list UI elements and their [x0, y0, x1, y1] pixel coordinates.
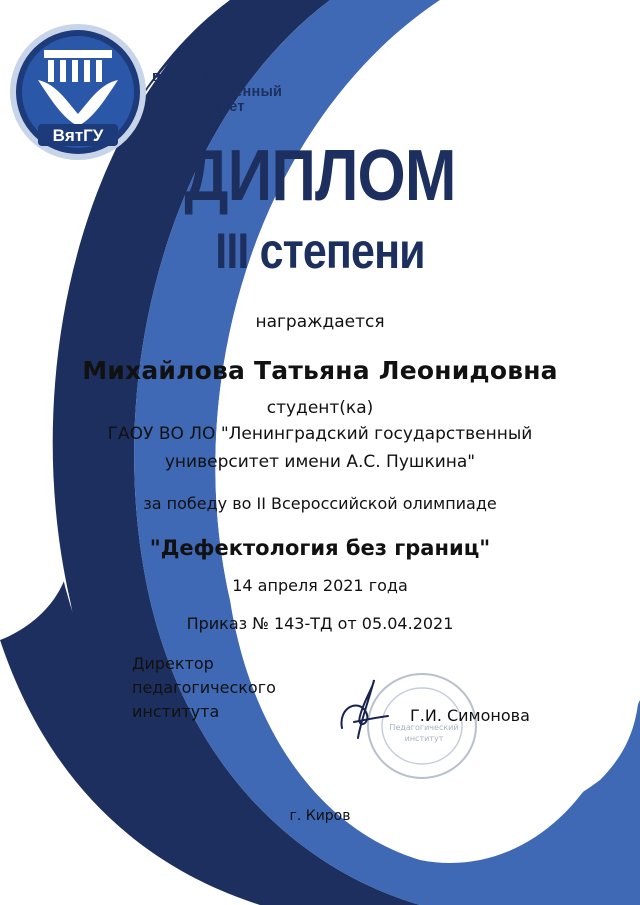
signatory-position — [132, 652, 276, 724]
university-name-line: вятский — [152, 69, 211, 85]
recipient-name: Михайлова Татьяна Леонидовна — [82, 356, 558, 385]
stamp-line: институт — [404, 734, 444, 743]
awarded-label: награждается — [255, 312, 385, 332]
organization-line-2: университет имени А.С. Пушкина" — [164, 452, 476, 472]
diploma-title: ДИПЛОМ — [184, 136, 456, 216]
university-name-line: государственный — [152, 84, 283, 100]
signatory-position-line: института — [132, 702, 220, 721]
handwritten-signature — [341, 680, 388, 738]
organization-line-1: ГАОУ ВО ЛО "Ленинградский государственный — [107, 424, 533, 444]
diploma-degree: III степени — [215, 223, 425, 279]
logo-text: ВятГУ — [52, 126, 104, 145]
award-date: 14 апреля 2021 года — [232, 576, 408, 595]
contest-name: "Дефектология без границ" — [149, 536, 491, 560]
city: г. Киров — [289, 808, 351, 824]
stamp-seal — [330, 668, 480, 786]
signer-name: Г.И. Симонова — [410, 706, 530, 725]
order-number: Приказ № 143-ТД от 05.04.2021 — [186, 614, 454, 633]
award-reason: за победу во II Всероссийской олимпиаде — [143, 494, 497, 513]
recipient-role: студент(ка) — [266, 398, 374, 418]
stamp-line: Педагогический — [389, 723, 459, 732]
university-name — [152, 70, 282, 115]
university-name-line: университет — [152, 99, 245, 115]
signatory-position-line: педагогического — [132, 678, 276, 697]
signatory-position-line: Директор — [132, 654, 214, 673]
